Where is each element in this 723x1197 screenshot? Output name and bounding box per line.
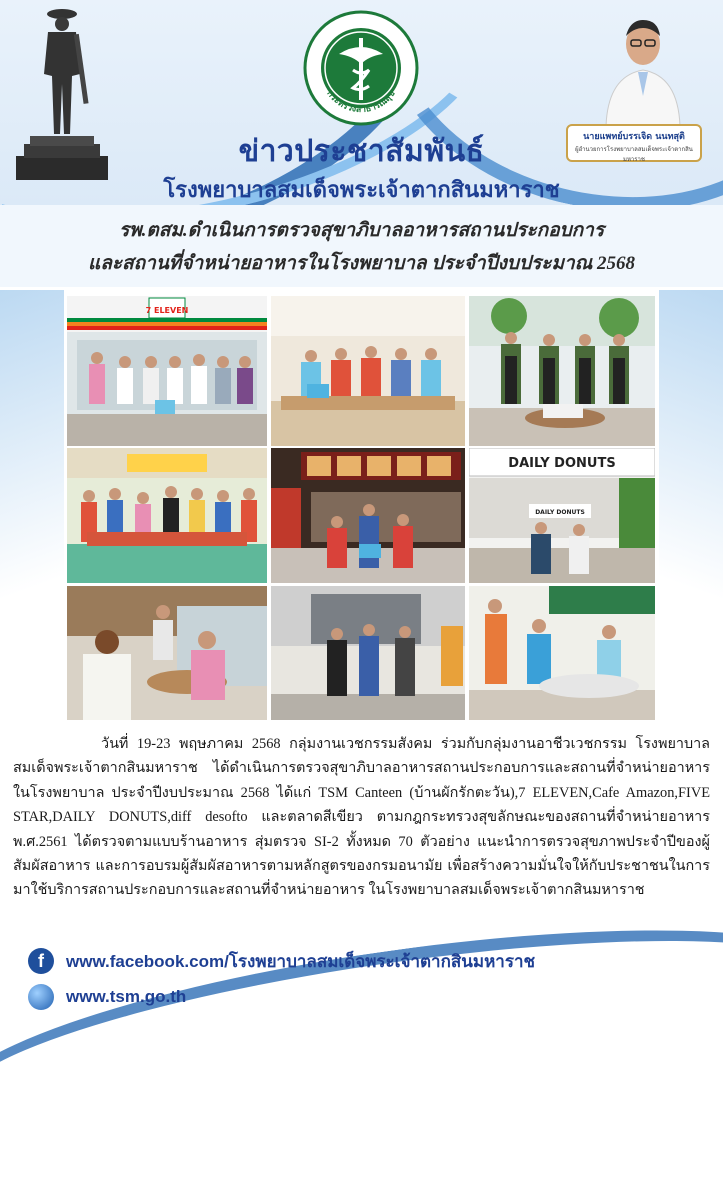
ministry-logo [303,10,419,126]
website-url[interactable]: www.tsm.go.th [66,987,187,1006]
photo-canteen [271,296,465,446]
daily-donuts-small-sign: DAILY DONUTS [535,509,585,516]
photo-grid [67,296,655,720]
facebook-icon: f [28,948,54,974]
photo-inspection-2 [271,586,465,720]
director-name: นายแพทย์บรรเจิด นนทสุติ [583,132,685,142]
photo-inspection-3 [469,586,655,720]
subtitle-line-1: รพ.ตสม.ดำเนินการตรวจสุขาภิบาลอาหารสถานประกอบการ [118,220,605,241]
director-portrait [600,6,686,126]
subtitle-line-2: และสถานที่จำหน่ายอาหารในโรงพยาบาล ประจำปีงบประมาณ 2568 [87,253,636,274]
photo-daily-donuts [469,448,655,583]
decor-swoosh-bottom [0,887,723,1197]
news-body [13,732,710,903]
hospital-name: โรงพยาบาลสมเด็จพระเจ้าตากสินมหาราช [163,177,560,202]
decor-side-right [659,290,723,710]
photo-fivestar [271,448,465,583]
director-title: ผู้อำนวยการโรงพยาบาลสมเด็จพระเจ้าตากสินมหาราช [575,146,693,163]
photo-market [67,448,267,583]
page-title: ข่าวประชาสัมพันธ์ [238,135,485,168]
daily-donuts-sign: DAILY DONUTS [508,456,616,471]
news-paragraph: วันที่ 19-23 พฤษภาคม 2568 กลุ่มงานเวชกรรมสังคม ร่วมกับกลุ่มงานอาชีวเวชกรรม โรงพยาบาลสมเด็จพระเจ้าตากสินมหาราช ได้ดำเนินการตรวจสุขาภิบาลอาหารสถานประกอบการและสถานที่จำหน่ายอาหารในโรงพยาบาล ประจำปีงบประมาณ 2568 ได้แก่ TSM Canteen (บ้านผักรักตะวัน),7 ELEVEN,Cafe Amazon,FIVE STAR,DAILY DONUTS,diff desofto และตลาดสีเขียว ตามกฎกระทรวงสุขลักษณะของสถานที่จำหน่ายอาหาร พ.ศ.2561 ได้ตรวจตามแบบร้านอาหาร สุ่มตรวจ SI-2 ทั้งหมด 70 ตัวอย่าง แนะนำการตรวจสุขภาพประจำปีของผู้สัมผัสอาหาร และการอบรมผู้สัมผัสอาหารตามหลักสูตรของกรมอนามัย เพื่อสร้างความมั่นใจให้กับประชาชนในการมาใช้บริการสถานประกอบการและสถานที่จำหน่ายอาหาร ในโรงพยาบาลสมเด็จพระเจ้าตากสินมหาราช [13,736,710,899]
website-link[interactable] [28,983,186,1011]
facebook-link[interactable] [28,947,535,975]
logo-text: กระทรวงสาธารณสุข [324,88,398,116]
photo-7eleven [67,296,267,446]
decor-side-left [0,290,64,710]
facebook-url[interactable]: www.facebook.com/โรงพยาบาลสมเด็จพระเจ้าตากสินมหาราช [66,951,536,971]
photo-inspection-1 [67,586,267,720]
photo-cafe [469,296,655,446]
seven-eleven-sign: 7 ELEVEN [145,306,189,315]
globe-icon [28,984,54,1010]
